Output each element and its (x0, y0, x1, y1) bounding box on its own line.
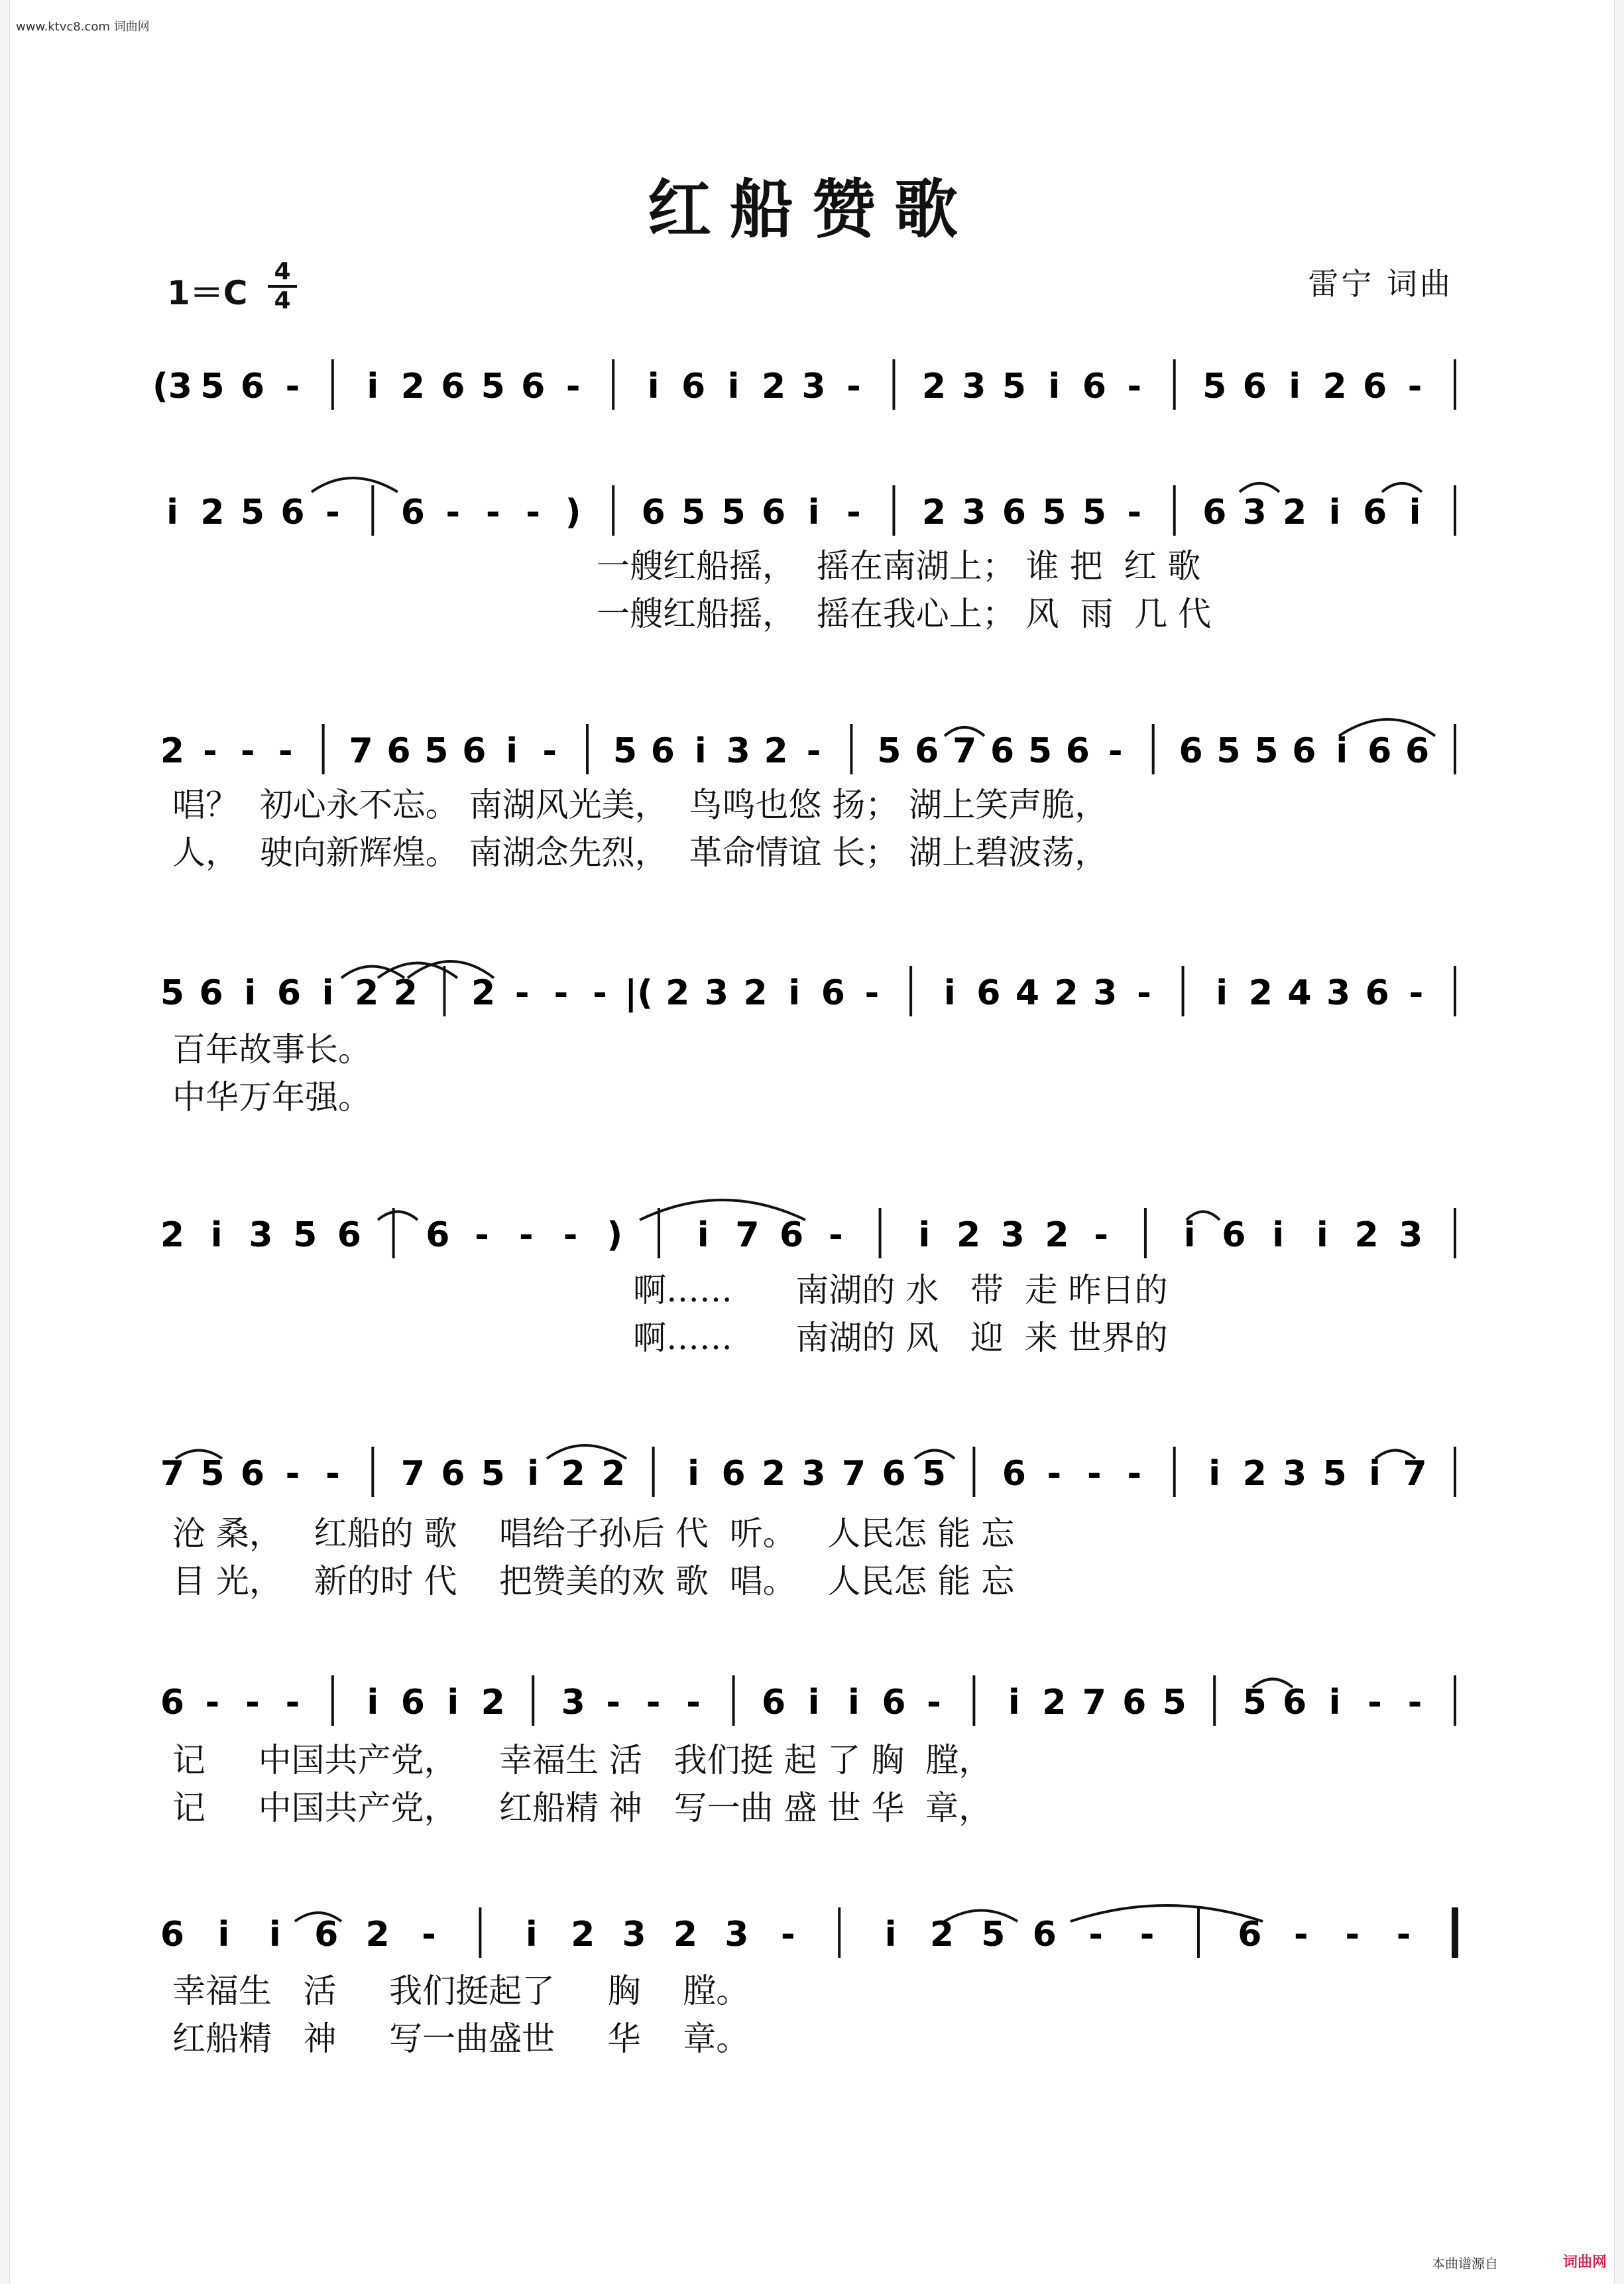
bracket: i (807, 493, 820, 532)
bracket: i (268, 1915, 281, 1954)
bracket: i (1409, 493, 1421, 532)
note: 6 (1222, 1215, 1246, 1255)
lyric-row: 中华万年强。 (172, 1078, 371, 1116)
bracket: ) (565, 493, 581, 532)
note: 2 (200, 493, 225, 532)
bracket: i (367, 1683, 379, 1722)
footer-source-text: 本曲谱源自 (1432, 2255, 1498, 2271)
dash-hold: - (1294, 1915, 1308, 1954)
dash-hold: - (422, 1915, 436, 1954)
note: 3 (1399, 1215, 1423, 1255)
note: 5 (1162, 1683, 1187, 1722)
bracket: i (447, 1683, 459, 1722)
note: 3 (962, 367, 986, 406)
bracket: i (788, 973, 801, 1013)
dash-hold: - (1367, 1683, 1382, 1722)
lyric-row: 百年故事长。 (172, 1030, 371, 1069)
note: 5 (481, 367, 505, 406)
note: 2 (400, 367, 425, 406)
dash-hold: - (1127, 1454, 1142, 1494)
note: 6 (761, 493, 786, 532)
note: 6 (641, 493, 666, 532)
credit-line: 雷宁 词曲 (1308, 266, 1453, 302)
note: 5 (981, 1915, 1006, 1954)
dash-hold: - (553, 973, 569, 1013)
note: 6 (650, 731, 675, 771)
key-signature: 1＝C (167, 274, 248, 312)
note: 2 (365, 1915, 390, 1954)
dash-hold: - (445, 493, 461, 532)
dash-hold: - (285, 1454, 300, 1494)
note: 6 (1002, 493, 1026, 532)
time-signature-top: 4 (274, 258, 291, 285)
bracket: (3 (152, 367, 192, 406)
bracket: i (1272, 1215, 1285, 1255)
note: 6 (521, 367, 546, 406)
note: 6 (1242, 367, 1267, 406)
bracket: i (166, 493, 178, 532)
dash-hold: - (646, 1683, 661, 1722)
note: 6 (915, 731, 939, 771)
note: 3 (962, 493, 986, 532)
note: 6 (1065, 731, 1090, 771)
bracket: i (1183, 1215, 1196, 1255)
lyric-row: 一艘红船摇， 摇在我心上； 风 雨 几 代 (597, 595, 1212, 633)
note: 6 (1365, 973, 1389, 1013)
note: 6 (1179, 731, 1203, 771)
note: 5 (1254, 731, 1279, 771)
bracket: i (321, 973, 334, 1013)
note: 2 (1045, 1215, 1069, 1255)
note: 6 (1002, 1454, 1026, 1494)
dash-hold: - (1088, 1915, 1103, 1954)
dash-hold: - (1345, 1915, 1360, 1954)
note: 4 (1287, 973, 1312, 1013)
note: 6 (462, 731, 487, 771)
note: 5 (293, 1215, 318, 1255)
bracket: i (217, 1915, 230, 1954)
note: 2 (355, 973, 379, 1013)
note: 5 (1322, 1454, 1347, 1494)
dash-hold: - (542, 731, 557, 771)
note: 6 (1122, 1683, 1147, 1722)
note: 2 (471, 973, 496, 1013)
note: 2 (601, 1454, 626, 1494)
dash-hold: - (565, 367, 581, 406)
note: 2 (160, 1215, 185, 1255)
note: 5 (200, 1454, 225, 1494)
note: 7 (1082, 1683, 1106, 1722)
bracket: i (1316, 1215, 1328, 1255)
note: 2 (1354, 1215, 1379, 1255)
note: 6 (1362, 493, 1387, 532)
note: 5 (1082, 493, 1106, 532)
dash-hold: - (1396, 1915, 1411, 1954)
notation-layer (152, 359, 1455, 1958)
bracket: i (367, 367, 379, 406)
note: 2 (1283, 493, 1307, 532)
note: 6 (1202, 493, 1227, 532)
note: 7 (953, 731, 977, 771)
bracket: i (210, 1215, 223, 1255)
bracket: i (918, 1215, 931, 1255)
dash-hold: - (475, 1215, 489, 1255)
note: 2 (1054, 973, 1078, 1013)
bracket: i (1216, 973, 1228, 1013)
note: 7 (349, 731, 373, 771)
dash-hold: - (526, 493, 541, 532)
note: 6 (1292, 731, 1316, 771)
dash-hold: - (205, 1683, 220, 1722)
dash-hold: - (1407, 367, 1422, 406)
bracket: i (1369, 1454, 1381, 1494)
bracket: i (687, 1454, 700, 1494)
note: 6 (681, 367, 706, 406)
bracket: i (1208, 1454, 1221, 1494)
bracket: i (884, 1915, 897, 1954)
dash-hold: - (485, 493, 500, 532)
dash-hold: - (593, 973, 607, 1013)
bracket: i (244, 973, 257, 1013)
note: 5 (240, 493, 265, 532)
dash-hold: - (203, 731, 217, 771)
note: 5 (721, 493, 746, 532)
note: 2 (929, 1915, 955, 1954)
dash-hold: - (829, 1215, 843, 1255)
note: 2 (481, 1683, 505, 1722)
lyric-row: 人， 驶向新辉煌。 南湖念先烈， 革命情谊 长； 湖上碧波荡， (172, 833, 1108, 872)
note: 3 (1283, 1454, 1307, 1494)
note: 6 (1362, 367, 1387, 406)
dash-hold: - (285, 367, 300, 406)
slur (1240, 483, 1279, 492)
note: 5 (1216, 731, 1241, 771)
note: 5 (200, 367, 225, 406)
note: 5 (1027, 731, 1053, 771)
dash-hold: - (1094, 1215, 1109, 1255)
note: 2 (673, 1915, 698, 1954)
note: 2 (761, 1454, 786, 1494)
note: 6 (160, 1683, 185, 1722)
note: 2 (921, 493, 946, 532)
note: 3 (561, 1683, 585, 1722)
note: 2 (921, 367, 946, 406)
dash-hold: - (514, 973, 530, 1013)
dash-hold: - (241, 731, 255, 771)
note: 2 (1322, 367, 1347, 406)
lyric-row: 啊…… 南湖的 水 带 走 昨日的 (633, 1271, 1168, 1309)
dash-hold: - (1108, 731, 1123, 771)
bracket: i (527, 1454, 540, 1494)
note: 5 (1202, 367, 1227, 406)
dash-hold: - (518, 1215, 534, 1255)
dash-hold: - (278, 731, 293, 771)
bracket: |( (624, 973, 654, 1013)
lyric-row: 沧 桑， 红船的 歌 唱给子孙后 代 听。 人民怎 能 忘 (172, 1514, 1015, 1553)
note: 2 (1248, 973, 1273, 1013)
note: 5 (424, 731, 449, 771)
note: 5 (921, 1454, 946, 1494)
lyric-row: 幸福生 活 我们挺起了 胸 膛。 (172, 1972, 750, 2010)
dash-hold: - (245, 1683, 260, 1722)
note: 6 (240, 367, 265, 406)
note: 6 (1238, 1915, 1262, 1954)
dash-hold: - (927, 1683, 941, 1722)
lyric-row: 一艘红船摇， 摇在南湖上； 谁 把 红 歌 (597, 547, 1201, 585)
dash-hold: - (1139, 1915, 1155, 1954)
note: 6 (240, 1454, 265, 1494)
dash-hold: - (1137, 973, 1151, 1013)
bracket: ) (607, 1215, 623, 1255)
note: 5 (1042, 493, 1067, 532)
note: 6 (821, 973, 845, 1013)
lyric-row: 记 中国共产党， 红船精 神 写一曲 盛 世 华 章， (172, 1789, 992, 1827)
dash-hold: - (1409, 973, 1424, 1013)
note: 6 (400, 493, 425, 532)
dash-hold: - (1407, 1683, 1422, 1722)
bracket: i (647, 367, 660, 406)
note: 3 (1093, 973, 1118, 1013)
bracket: i (697, 1215, 709, 1255)
bracket: i (1008, 1683, 1020, 1722)
bracket: i (525, 1915, 538, 1954)
bracket: i (1048, 367, 1061, 406)
note: 6 (882, 1683, 906, 1722)
note: 3 (725, 1915, 749, 1954)
note: 5 (612, 731, 638, 771)
note: 2 (761, 367, 786, 406)
bracket: i (1289, 367, 1301, 406)
dash-hold: - (1086, 1454, 1102, 1494)
note: 6 (1032, 1915, 1057, 1954)
bracket: i (694, 731, 707, 771)
note: 2 (956, 1215, 981, 1255)
lyric-row: 唱？ 初心永不忘。 南湖风光美， 鸟鸣也悠 扬； 湖上笑声脆， (172, 786, 1108, 824)
note: 5 (1242, 1683, 1267, 1722)
note: 3 (622, 1915, 646, 1954)
note: 6 (761, 1683, 786, 1722)
dash-hold: - (325, 493, 340, 532)
lyric-row: 啊…… 南湖的 风 迎 来 世界的 (633, 1319, 1168, 1357)
dash-hold: - (285, 1683, 300, 1722)
lyric-row: 记 中国共产党， 幸福生 活 我们挺 起 了 胸 膛， (172, 1741, 992, 1779)
site-watermark: www.ktvc8.com 词曲网 (16, 20, 150, 34)
note: 6 (441, 367, 465, 406)
note: 6 (1283, 1683, 1307, 1722)
note: 3 (1326, 973, 1351, 1013)
note: 6 (721, 1454, 746, 1494)
dash-hold: - (806, 731, 821, 771)
dash-hold: - (1047, 1454, 1062, 1494)
note: 2 (393, 973, 418, 1013)
note: 7 (735, 1215, 760, 1255)
dash-hold: - (1127, 367, 1142, 406)
slur (1382, 483, 1422, 492)
note: 6 (276, 973, 302, 1013)
note: 7 (1403, 1454, 1427, 1494)
note: 6 (426, 1215, 450, 1255)
note: 2 (1042, 1683, 1067, 1722)
slur (378, 1212, 418, 1221)
note: 6 (976, 973, 1001, 1013)
note: 5 (681, 493, 706, 532)
note: 6 (780, 1215, 804, 1255)
dash-hold: - (606, 1683, 620, 1722)
note: 5 (160, 973, 185, 1013)
note: 5 (481, 1454, 505, 1494)
note: 2 (743, 973, 768, 1013)
bracket: i (943, 973, 956, 1013)
note: 6 (990, 731, 1015, 771)
lyric-row: 目 光， 新的时 代 把赞美的欢 歌 唱。 人民怎 能 忘 (172, 1562, 1015, 1600)
note: 3 (1242, 493, 1267, 532)
note: 6 (1082, 367, 1106, 406)
note: 3 (801, 367, 826, 406)
bracket: i (807, 1683, 820, 1722)
note: 2 (561, 1454, 585, 1494)
dash-hold: - (1127, 493, 1142, 532)
note: 6 (1405, 731, 1430, 771)
note: 7 (400, 1454, 425, 1494)
note: 7 (160, 1454, 185, 1494)
note: 2 (764, 731, 788, 771)
lyric-row: 红船精 神 写一曲盛世 华 章。 (172, 2019, 750, 2058)
note: 5 (1002, 367, 1026, 406)
bracket: i (1328, 493, 1341, 532)
note: 7 (841, 1454, 866, 1494)
note: 6 (199, 973, 223, 1013)
note: 6 (337, 1215, 361, 1255)
bracket: i (1336, 731, 1348, 771)
note: 2 (1242, 1454, 1267, 1494)
dash-hold: - (686, 1683, 701, 1722)
bracket: i (727, 367, 740, 406)
note: 3 (1000, 1215, 1025, 1255)
note: 2 (571, 1915, 595, 1954)
note: 6 (441, 1454, 465, 1494)
note: 2 (666, 973, 690, 1013)
note: 6 (160, 1915, 185, 1954)
time-signature-bottom: 4 (274, 287, 291, 314)
note: 6 (314, 1915, 339, 1954)
note: 6 (1367, 731, 1392, 771)
bracket: i (506, 731, 518, 771)
dash-hold: - (563, 1215, 578, 1255)
bracket: i (848, 1683, 860, 1722)
dash-hold: - (781, 1915, 795, 1954)
note: 3 (704, 973, 729, 1013)
note: 3 (249, 1215, 273, 1255)
dash-hold: - (846, 367, 861, 406)
bracket: i (1328, 1683, 1341, 1722)
note: 6 (386, 731, 411, 771)
note: 6 (280, 493, 305, 532)
dash-hold: - (846, 493, 861, 532)
dash-hold: - (864, 973, 880, 1013)
note: 3 (726, 731, 750, 771)
note: 6 (400, 1683, 425, 1722)
dash-hold: - (325, 1454, 340, 1494)
note: 6 (882, 1454, 906, 1494)
note: 3 (801, 1454, 826, 1494)
footer-brand-logo: 词曲网 (1563, 2254, 1607, 2271)
note: 5 (877, 731, 901, 771)
note: 4 (1015, 973, 1040, 1013)
slur (312, 478, 398, 492)
note: 2 (160, 731, 185, 771)
song-title: 红船赞歌 (648, 172, 976, 247)
